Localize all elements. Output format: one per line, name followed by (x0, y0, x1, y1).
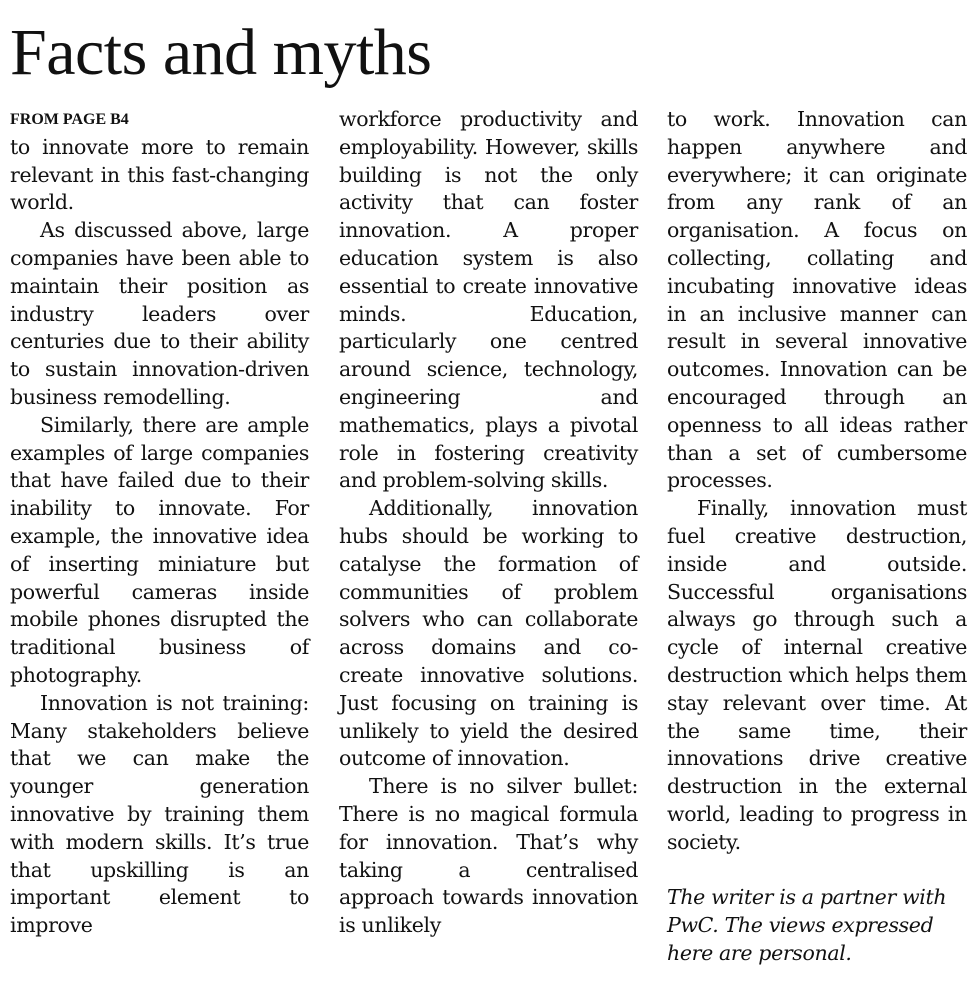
article-column-3 (667, 106, 967, 968)
paragraph: Finally, innovation must fuel creative destruction, inside and outside. Successful organisations always go through such a cycle of internal creative destruction which helps them stay relevant over time. At the same time, their innovations drive creative destruction in the external world, leading to progress in society. (667, 496, 967, 854)
paragraph: As discussed above, large companies have been able to maintain their position as industry leaders over centuries due to their ability to sustain innovation-driven business remodelling. (10, 218, 309, 409)
paragraph: Additionally, innovation hubs should be working to catalyse the formation of communities of problem solvers who can collaborate across domains and co-create innovative solutions. Just focusing on training is unlikely to yield the desired outcome of innovation. (339, 496, 638, 771)
paragraph: Similarly, there are ample examples of large companies that have failed due to their inability to innovate. For example, the innovative idea of inserting miniature but powerful cameras inside mobile phones disrupted the traditional business of photography. (10, 412, 309, 687)
continued-from-label: FROM PAGE B4 (10, 111, 129, 128)
paragraph: Innovation is not training: Many stakeholders believe that we can make the younger generation innovative by training them with modern skills. It’s true that upskilling is an important element to improve (10, 690, 309, 938)
paragraph: There is no silver bullet: There is no magical formula for innovation. That’s why taking a centralised approach towards innovation is unlikely (339, 774, 638, 938)
paragraph: to work. Innovation can happen anywhere and everywhere; it can originate from any rank of an organisation. A focus on collecting, collating and incubating innovative ideas in an inclusive manner can result in several innovative outcomes. Innovation can be encouraged through an openness to all ideas rather than a set of cumbersome processes. (667, 107, 967, 493)
paragraph: workforce productivity and employability. However, skills building is not the only activity that can foster innovation. A proper education system is also essential to create innovative minds. Education, particularly one centred around science, technology, engineering and mathematics, plays a pivotal role in fostering creativity and problem-solving skills. (339, 107, 638, 493)
article-column-1 (10, 106, 309, 940)
paragraph: to innovate more to remain relevant in this fast-changing world. (10, 134, 309, 215)
headline: Facts and myths (10, 16, 432, 89)
article-column-2 (339, 106, 638, 940)
author-byline: The writer is a partner with PwC. The views expressed here are personal. (667, 885, 947, 965)
